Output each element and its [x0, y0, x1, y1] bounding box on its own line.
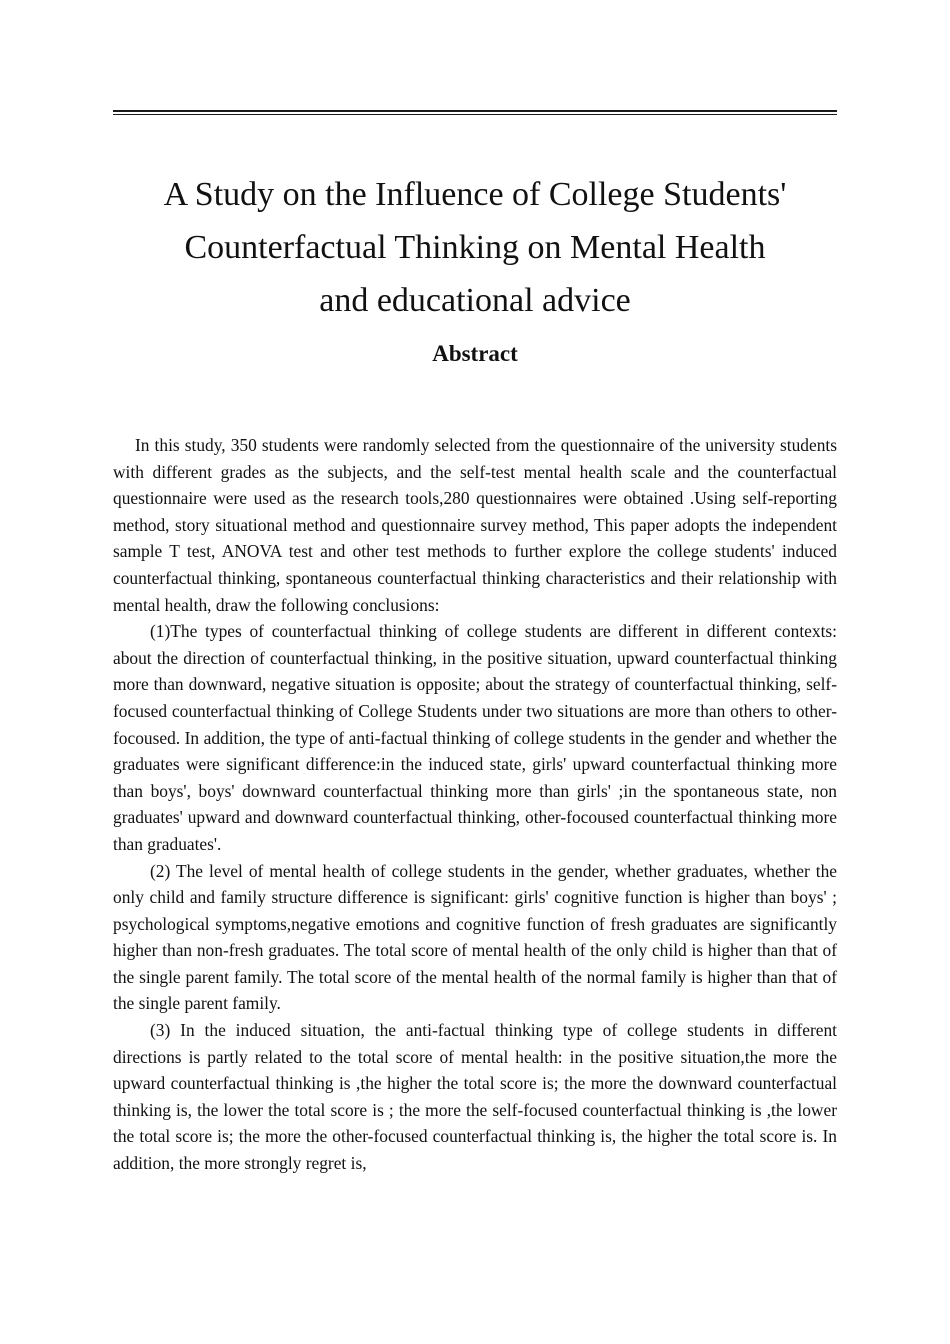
abstract-paragraph-conclusion-1: (1)The types of counterfactual thinking of college students are different in different contexts: about the direction of counterfactual thinking, in the positive situation, upward counterfactual thinking more than downward, negative situation is opposite; about the strategy of counterfactual thinking, self-focused counterfactual thinking of College Students under two situations are more than others to other-focoused. In addition, the type of anti-factual thinking of college students in the gender and whether the graduates were significant difference:in the induced state, girls' upward counterfactual thinking more than boys', boys' downward counterfactual thinking more than girls' ;in the spontaneous state, non graduates' upward and downward counterfactual thinking, other-focoused counterfactual thinking more than graduates'. [113, 621, 837, 854]
abstract-heading: Abstract [432, 341, 518, 366]
abstract-paragraph-conclusion-3: (3) In the induced situation, the anti-factual thinking type of college students in different directions is partly related to the total score of mental health: in the positive situation,the more the upward counterfactual thinking is ,the higher the total score is; the more the downward counterfactual thinking is, the lower the total score is ; the more the self-focused counterfactual thinking is ,the lower the total score is; the more the other-focused counterfactual thinking is, the higher the total score is. In addition, the more strongly regret is, [113, 1020, 837, 1174]
title-line-3: and educational advice [319, 282, 631, 319]
title-line-2: Counterfactual Thinking on Mental Health [184, 229, 766, 266]
abstract-paragraph-intro: In this study, 350 students were randomly selected from the questionnaire of the university students with different grades as the subjects, and the self-test mental health scale and the counterfactual questionnaire were used as the research tools,280 questionnaires were obtained .Using self-reporting method, story situational method and questionnaire survey method, This paper adopts the independent sample T test, ANOVA test and other test methods to further explore the college students' induced counterfactual thinking, spontaneous counterfactual thinking characteristics and their relationship with mental health, draw the following conclusions: [113, 435, 837, 615]
title-line-1: A Study on the Influence of College Students' [163, 176, 787, 213]
abstract-body [113, 432, 837, 1177]
paper-title [113, 168, 837, 327]
header-rule [113, 110, 837, 115]
abstract-paragraph-conclusion-2: (2) The level of mental health of college students in the gender, whether graduates, whether the only child and family structure difference is significant: girls' cognitive function is higher than boys' ; psychological symptoms,negative emotions and cognitive function of fresh graduates are significantly higher than non-fresh graduates. The total score of mental health of the only child is higher than that of the single parent family. The total score of the mental health of the normal family is higher than that of the single parent family. [113, 860, 837, 1014]
